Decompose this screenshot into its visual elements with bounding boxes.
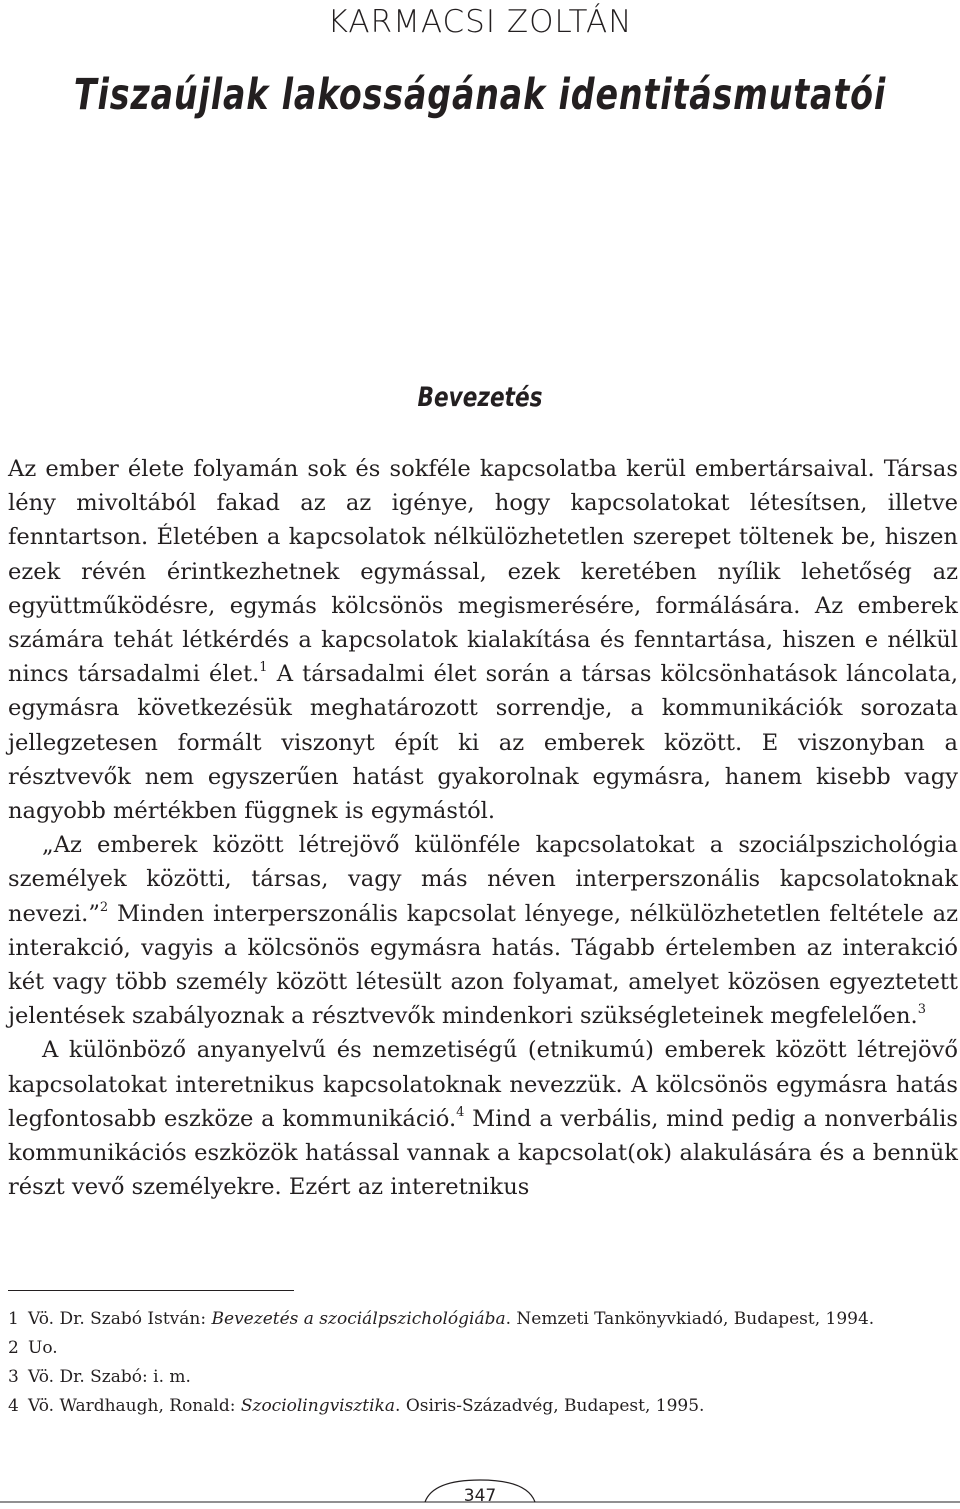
footnote-item: [8, 1305, 958, 1334]
article-title: Tiszaújlak lakosságának identitásmutatói: [73, 70, 887, 120]
footnote-text: [28, 1392, 958, 1421]
paragraph-text: Az ember élete folyamán sok és sokféle kapcsolatba kerül embertársaival. Társas lény mivoltából fakad az az igénye, hogy kapcsolatokat létesítsen, illetve fenntartson. Életében a kapcsolatok nélkülözhetetlen szerepet töltenek be, hiszen ezek révén érintkezhetnek egymással, ezek keretében nyílik lehetőség az együttműködésre, egymás kölcsönös megismerésére, formálására. Az emberek számára tehát létkérdés a kapcsolatok kialakítása és fenntartása, hiszen e nélkül nincs társadalmi élet.: [8, 456, 958, 688]
footnote-ref[interactable]: 1: [259, 660, 268, 676]
footnote-item: [8, 1392, 958, 1421]
footnote-ref[interactable]: 2: [99, 899, 109, 915]
footnote-text-part: . Nemzeti Tankönyvkiadó, Budapest, 1994.: [505, 1309, 875, 1329]
footnote-number: 1: [8, 1309, 19, 1329]
paragraph-text: A társadalmi élet során a társas kölcsönhatások láncolata, egymásra következésük meghatározott sorrendje, a kommunikációk sorozata jellegzetesen formált viszonyt épít ki az emberek között. E viszonyban a résztvevők nem egyszerűen hatást gyakorolnak egymásra, hanem kisebb vagy nagyobb mértékben függnek is egymástól.: [8, 661, 958, 825]
paragraph-text: A különböző anyanyelvű és nemzetiségű (etnikumú) emberek között létrejövő kapcsolatokat interetnikus kapcsolatoknak nevezzük. A kölcsönös egymásra hatás legfontosabb eszköze a kommunikáció.: [8, 1037, 958, 1132]
footnote-number: 2: [8, 1338, 19, 1358]
footnote-ref[interactable]: 4: [456, 1104, 465, 1120]
paragraph-2: [8, 828, 958, 1033]
paragraph-3: [8, 1033, 958, 1204]
footnote-text: Uo.: [28, 1338, 58, 1358]
footnote-text-part: Vö. Wardhaugh, Ronald:: [28, 1396, 241, 1416]
article-body: [8, 452, 958, 1204]
footnote-item: [8, 1334, 958, 1363]
footnote-number: 4: [8, 1396, 19, 1416]
footnote-text-part: . Osiris-Századvég, Budapest, 1995.: [395, 1396, 705, 1416]
footnotes: [8, 1305, 958, 1421]
author-name: KARMACSI ZOLTÁN: [327, 4, 633, 40]
paragraph-text: „Az emberek között létrejövő különféle kapcsolatokat a szociálpszichológia személyek közötti, társas, vagy más néven interperszonális kapcsolatoknak nevezi.”: [8, 832, 958, 927]
footnote-text-part: Vö. Dr. Szabó István:: [28, 1309, 212, 1329]
footnote-item: [8, 1363, 958, 1392]
section-heading: Bevezetés: [417, 382, 543, 413]
footnote-ref[interactable]: 3: [917, 1002, 927, 1018]
footnote-text: Vö. Dr. Szabó: i. m.: [28, 1367, 191, 1387]
footnote-book-title: Bevezetés a szociálpszichológiába: [211, 1309, 506, 1329]
paragraph-text: Minden interperszonális kapcsolat lényege, nélkülözhetetlen feltétele az interakció, vagyis a kölcsönös egymásra hatás. Tágabb értelemben az interakció két vagy több személy között létesült azon folyamat, amelyet közösen egyeztetett jelentések szabályoznak a résztvevők mindenkori szükségleteinek megfelelően.: [8, 900, 958, 1030]
paragraph-text: Mind a verbális, mind pedig a nonverbális kommunikációs eszközök hatással vannak a kapcsolat(ok) alakulására és a bennük részt vevő személyekre. Ezért az interetnikus: [8, 1105, 958, 1201]
footnote-divider: [8, 1290, 294, 1291]
footnote-book-title: Szociolingvisztika: [240, 1396, 396, 1416]
footnote-text: [28, 1305, 958, 1334]
page-number: 347: [463, 1486, 497, 1506]
footnote-number: 3: [8, 1367, 19, 1387]
paragraph-1: [8, 452, 958, 828]
